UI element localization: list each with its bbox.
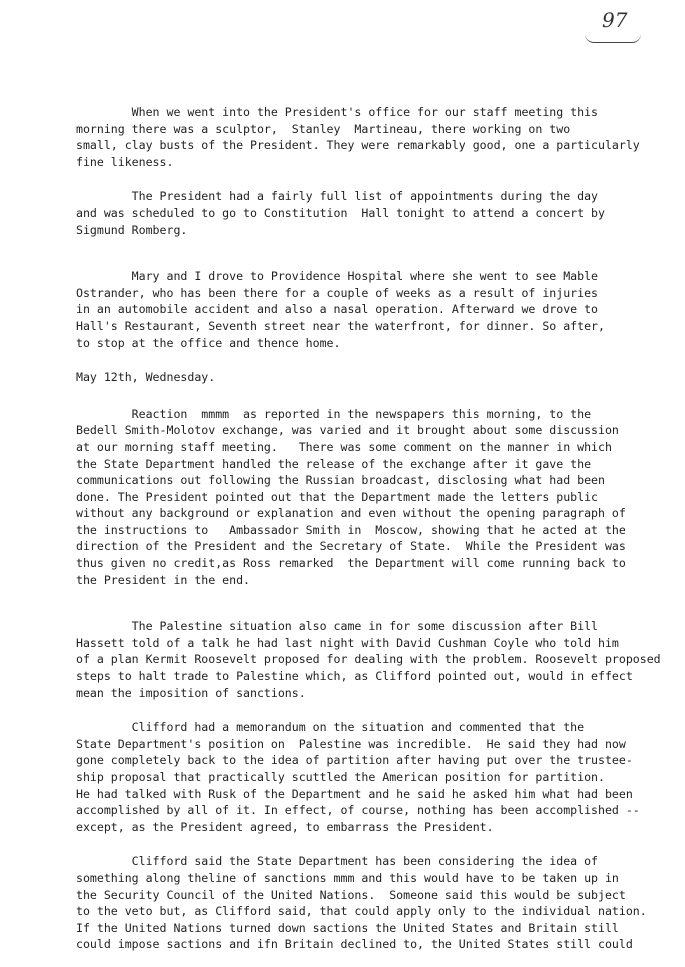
text-line: The Palestine situation also came in for some discussion after Bill	[76, 619, 599, 634]
text-line: the instructions to Ambassador Smith in Moscow, showing that he acted at the	[76, 522, 626, 537]
document-body	[76, 104, 664, 967]
text-line: If the United Nations turned down sactions the United States and Britain still	[76, 920, 619, 935]
text-line: He had talked with Rusk of the Department and he said he asked him what had been	[76, 786, 633, 801]
text-line: mean the imposition of sanctions.	[76, 685, 306, 700]
text-line: communications out following the Russian broadcast, disclosing what had been	[76, 473, 605, 488]
text-line: without any background or explanation and even without the opening paragraph of	[76, 506, 626, 521]
text-line: When we went into the President's office for our staff meeting this	[76, 105, 599, 119]
text-line: something along theline of sanctions mmm and this would have to be taken up in	[76, 870, 619, 885]
text-line: morning there was a sculptor, Stanley Martineau, there working on two	[76, 121, 571, 136]
text-line: Clifford had a memorandum on the situation and commented that the	[76, 720, 585, 735]
paragraph-palestine	[76, 618, 664, 701]
text-line: to the veto but, as Clifford said, that could apply only to the individual nation.	[76, 904, 647, 919]
text-line: Hall's Restaurant, Seventh street near the waterfront, for dinner. So after,	[76, 318, 605, 333]
text-line: The President had a fairly full list of appointments during the day	[76, 189, 599, 204]
page-number: 97	[602, 8, 628, 32]
text-line: the President in the end.	[76, 572, 251, 587]
text-line: Clifford said the State Department has been considering the idea of	[76, 854, 599, 869]
text-line: Sigmund Romberg.	[76, 222, 188, 237]
text-line: ship proposal that practically scuttled the American position for partition.	[76, 770, 605, 784]
paragraph-hospital	[76, 268, 664, 351]
text-line: done. The President pointed out that the Department made the letters public	[76, 489, 599, 504]
text-line: Mary and I drove to Providence Hospital where she went to see Mable	[76, 269, 599, 284]
text-line: thus given no credit,as Ross remarked the Department will come running back to	[76, 556, 626, 571]
paragraph-sanctions	[76, 853, 664, 953]
paragraph-reaction	[76, 406, 664, 589]
page-number-underline	[585, 34, 641, 43]
text-line: Hassett told of a talk he had last night with David Cushman Coyle who told him	[76, 635, 619, 650]
date-heading	[76, 369, 664, 386]
text-line: fine likeness.	[76, 154, 174, 169]
text-line: could impose sactions and ifn Britain declined to, the United States still could	[76, 937, 633, 952]
text-line: gone completely back to the idea of partition after having put over the trustee-	[76, 753, 633, 768]
text-line: Reaction mmmm as reported in the newspapers this morning, to the	[76, 406, 592, 421]
text-line: accomplished by all of it. In effect, of course, nothing has been accomplished --	[76, 803, 640, 818]
paragraph-appointments	[76, 188, 664, 238]
text-line: to stop at the office and thence home.	[76, 335, 341, 350]
text-line: the Security Council of the United Nations. Someone said this would be subject	[76, 887, 626, 902]
paragraph-memorandum	[76, 719, 664, 835]
text-line: except, as the President agreed, to embarrass the President.	[76, 819, 494, 834]
text-line: direction of the President and the Secretary of State. While the President was	[76, 539, 626, 554]
text-line: of a plan Kermit Roosevelt proposed for dealing with the problem. Roosevelt proposed	[76, 652, 661, 667]
text-line: Bedell Smith-Molotov exchange, was varied and it brought about some discussion	[76, 423, 619, 438]
text-line: in an automobile accident and also a nasal operation. Afterward we drove to	[76, 302, 599, 317]
text-line: at our morning staff meeting. There was some comment on the manner in which	[76, 439, 612, 454]
text-line: Ostrander, who has been there for a couple of weeks as a result of injuries	[76, 285, 599, 300]
paragraph-sculptor	[76, 104, 664, 170]
text-line: small, clay busts of the President. They were remarkably good, one a particularly	[76, 138, 640, 153]
date-text: May 12th, Wednesday.	[76, 370, 216, 385]
text-line: steps to halt trade to Palestine which, as Clifford pointed out, would in effect	[76, 669, 633, 684]
text-line: the State Department handled the release of the exchange after it gave the	[76, 456, 592, 471]
text-line: and was scheduled to go to Constitution Hall tonight to attend a concert by	[76, 205, 605, 220]
text-line: State Department's position on Palestine was incredible. He said they had now	[76, 736, 626, 751]
